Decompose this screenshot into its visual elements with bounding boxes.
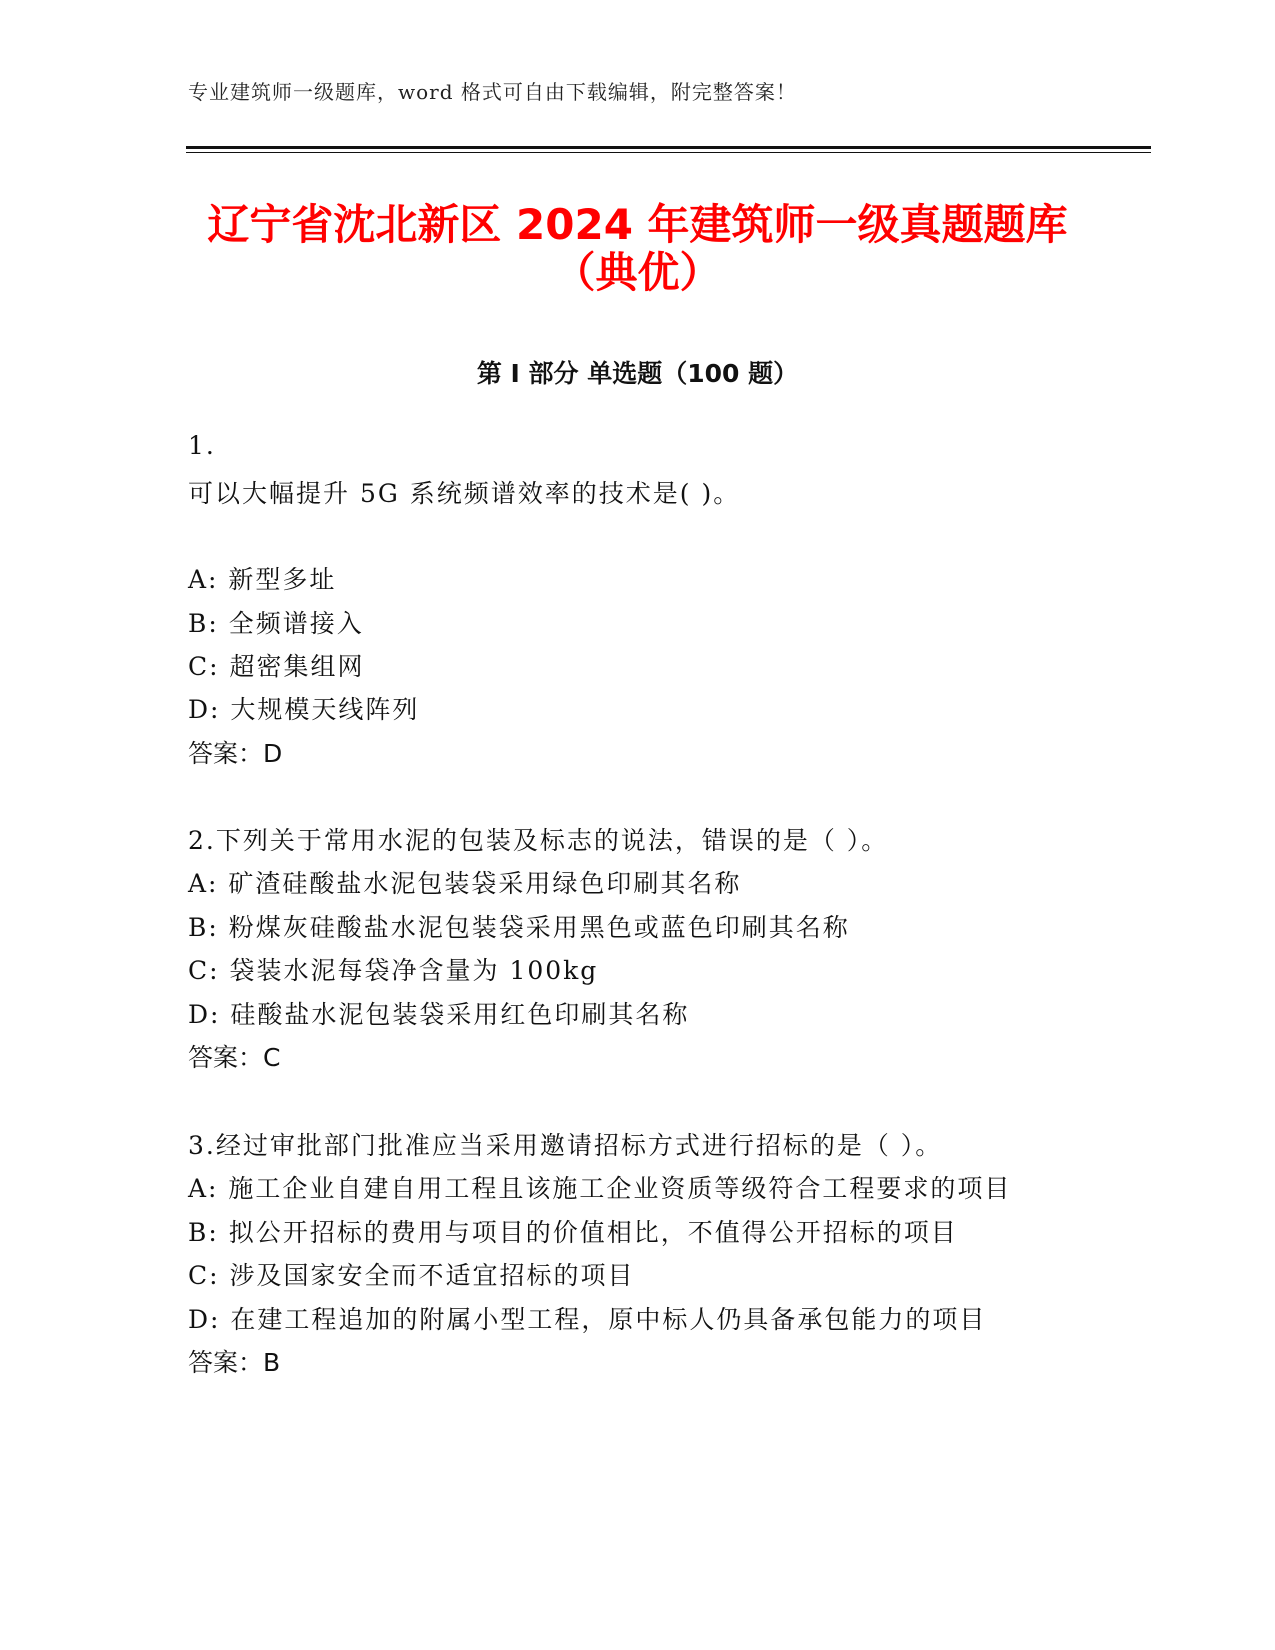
question-1-number: 1. <box>188 431 216 460</box>
header-rule-thin <box>186 152 1151 153</box>
question-1-option-b: B: 全频谱接入 <box>188 609 364 638</box>
question-1-option-c: C: 超密集组网 <box>188 652 365 681</box>
document-title-line2: （典优） <box>553 248 722 297</box>
question-2-option-c: C: 袋装水泥每袋净含量为 100kg <box>188 956 599 985</box>
question-3-option-c: C: 涉及国家安全而不适宜招标的项目 <box>188 1261 635 1290</box>
question-2-option-b: B: 粉煤灰硅酸盐水泥包装袋采用黑色或蓝色印刷其名称 <box>188 913 850 942</box>
question-1-option-a: A: 新型多址 <box>188 565 337 594</box>
question-3-answer: 答案：B <box>188 1348 281 1377</box>
question-2-option-d: D: 硅酸盐水泥包装袋采用红色印刷其名称 <box>188 1000 690 1029</box>
question-2-stem: 2.下列关于常用水泥的包装及标志的说法，错误的是（ ）。 <box>188 826 889 855</box>
question-1-option-d: D: 大规模天线阵列 <box>188 695 420 724</box>
question-3-option-d: D: 在建工程追加的附属小型工程，原中标人仍具备承包能力的项目 <box>188 1305 987 1334</box>
header-rule-thick <box>186 146 1151 149</box>
question-2-option-a: A: 矿渣硅酸盐水泥包装袋采用绿色印刷其名称 <box>188 869 742 898</box>
question-2-answer: 答案：C <box>188 1043 281 1072</box>
header-note: 专业建筑师一级题库，word 格式可自由下载编辑，附完整答案！ <box>188 80 797 104</box>
section-heading: 第 I 部分 单选题（100 题） <box>476 359 799 388</box>
question-3-option-a: A: 施工企业自建自用工程且该施工企业资质等级符合工程要求的项目 <box>188 1174 1012 1203</box>
question-1-stem: 可以大幅提升 5G 系统频谱效率的技术是( )。 <box>188 479 741 508</box>
question-3-option-b: B: 拟公开招标的费用与项目的价值相比，不值得公开招标的项目 <box>188 1218 958 1247</box>
question-3-stem: 3.经过审批部门批准应当采用邀请招标方式进行招标的是（ ）。 <box>188 1131 943 1160</box>
question-1-answer: 答案：D <box>188 739 283 768</box>
document-title-line1: 辽宁省沈北新区 2024 年建筑师一级真题题库 <box>207 200 1068 249</box>
